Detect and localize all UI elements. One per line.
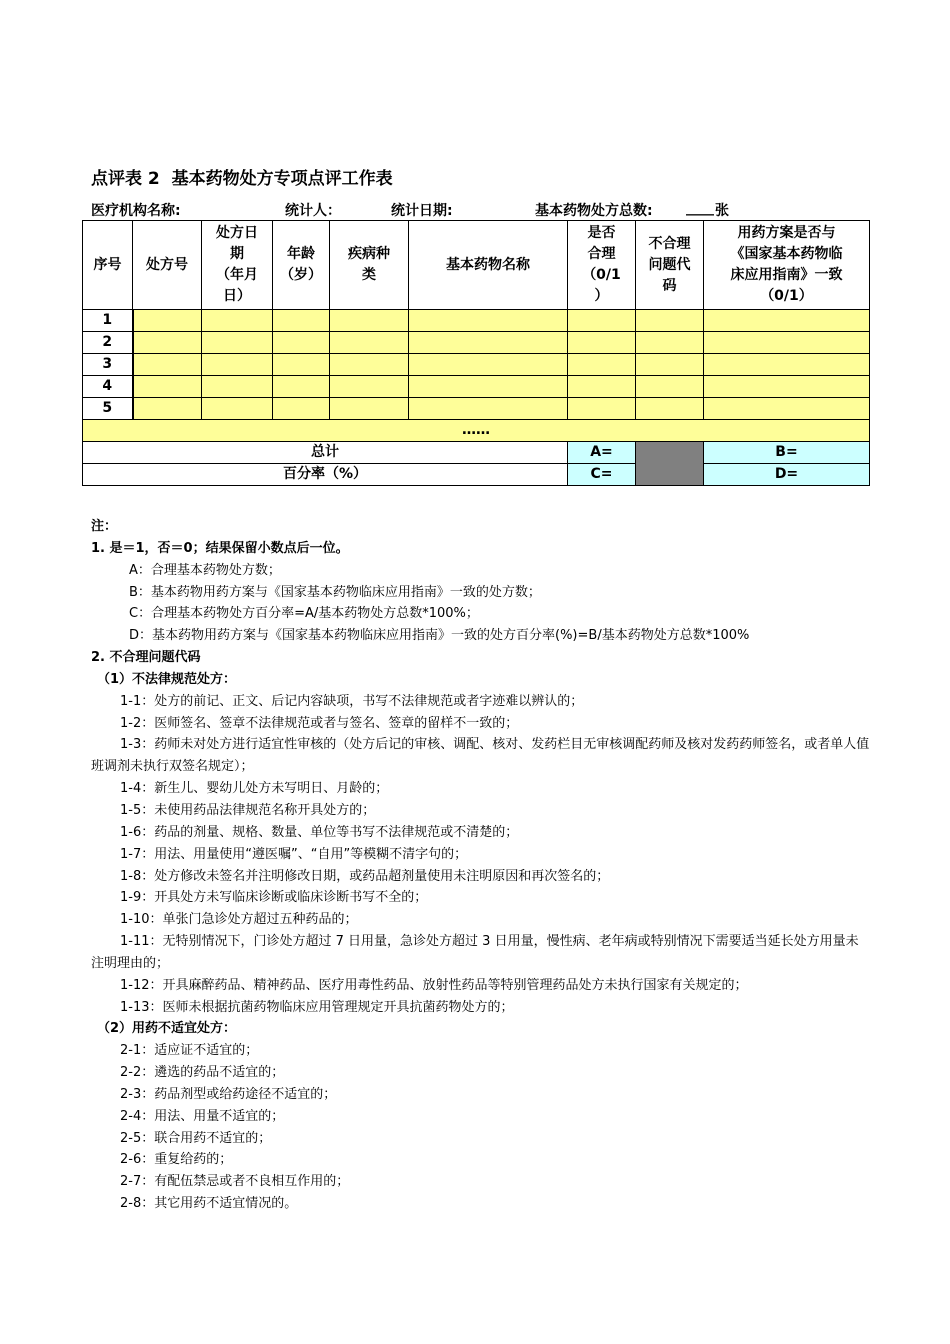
cell-input[interactable] <box>273 398 330 420</box>
cell-input[interactable] <box>273 376 330 398</box>
c-cell[interactable]: C= <box>568 464 636 486</box>
code-item: 1-13：医师未根据抗菌药物临床应用管理规定开具抗菌药物处方的； <box>120 999 514 1015</box>
header-problem-code-line: 码 <box>662 277 677 294</box>
cell-input[interactable] <box>704 310 870 332</box>
total-rx-label: 基本药物处方总数: <box>535 203 653 219</box>
code-item: 2-2：遴选的药品不适宜的； <box>120 1065 285 1081</box>
cell-input[interactable] <box>704 332 870 354</box>
header-consistent-line: 床应用指南》一致 <box>730 267 843 283</box>
cell-input[interactable] <box>409 398 568 420</box>
row-number: 1 <box>83 310 133 332</box>
cell-input[interactable] <box>202 376 273 398</box>
code-item: 1-4：新生儿、婴幼儿处方未写明日、月龄的； <box>120 781 389 797</box>
cell-input[interactable] <box>409 376 568 398</box>
code-item: 2-8：其它用药不适宜情况的。 <box>120 1196 298 1212</box>
header-rx-date-line: 期 <box>230 246 244 262</box>
note-1b: B：基本药物用药方案与《国家基本药物临床应用指南》一致的处方数； <box>129 584 541 600</box>
header-reasonable-line: （0/1 <box>582 267 621 283</box>
header-reasonable-line: 合理 <box>587 246 616 262</box>
header-problem-code <box>636 221 704 310</box>
stat-date-label: 统计日期: <box>391 203 453 219</box>
cell-input[interactable] <box>636 310 704 332</box>
prescription-review-table <box>82 220 870 486</box>
code-item: 1-1：处方的前记、正文、后记内容缺项，书写不法律规范或者字迹难以辨认的； <box>120 693 584 709</box>
code-item: 2-7：有配伍禁忌或者不良相互作用的； <box>120 1174 350 1190</box>
table-row <box>83 310 870 332</box>
header-disease-line: 疾病种 <box>348 246 390 262</box>
table-row <box>83 398 870 420</box>
cell-input[interactable] <box>133 332 202 354</box>
cell-input[interactable] <box>330 398 409 420</box>
table-header-row <box>83 221 870 310</box>
row-number: 3 <box>83 354 133 376</box>
percent-label: 百分率（%） <box>83 464 568 486</box>
code-item: 2-5：联合用药不适宜的； <box>120 1130 272 1146</box>
code-item: 1-9：开具处方未写临床诊断或临床诊断书写不全的； <box>120 890 428 906</box>
institution-label: 医疗机构名称: <box>91 203 181 219</box>
ellipsis-cell: …… <box>83 420 870 442</box>
cell-input[interactable] <box>409 354 568 376</box>
cell-input[interactable] <box>330 332 409 354</box>
cell-input[interactable] <box>636 376 704 398</box>
a-cell[interactable]: A= <box>568 442 636 464</box>
cell-input[interactable] <box>202 398 273 420</box>
gray-cell <box>636 442 704 486</box>
cell-input[interactable] <box>636 354 704 376</box>
cell-input[interactable] <box>133 398 202 420</box>
section-2-heading: （2）用药不适宜处方： <box>97 1021 237 1037</box>
note-1c: C：合理基本药物处方百分率=A/基本药物处方总数*100%； <box>129 606 479 622</box>
header-consistent <box>704 221 870 310</box>
code-item: 2-3：药品剂型或给药途径不适宜的； <box>120 1086 337 1102</box>
code-item: 1-3：药师未对处方进行适宜性审核的（处方后记的审核、调配、核对、发药栏目无审核调配药师及核对发药药师签名，或者单人值班调剂未执行双签名规定）； <box>91 737 870 775</box>
cell-input[interactable] <box>636 398 704 420</box>
row-number: 2 <box>83 332 133 354</box>
code-item: 2-4：用法、用量不适宜的； <box>120 1108 285 1124</box>
cell-input[interactable] <box>133 354 202 376</box>
header-rx-date-line: （年月 <box>216 267 258 283</box>
header-reasonable-line: ） <box>594 288 609 304</box>
code-item: 2-1：适应证不适宜的； <box>120 1043 259 1059</box>
cell-input[interactable] <box>330 310 409 332</box>
section-1-heading: （1）不法律规范处方： <box>97 671 237 687</box>
note-1a: A：合理基本药物处方数； <box>129 562 281 578</box>
note-1d: D：基本药物用药方案与《国家基本药物临床应用指南》一致的处方百分率(%)=B/基本药物处方总数*100% <box>129 628 750 644</box>
header-age <box>273 221 330 310</box>
code-item: 1-2：医师签名、签章不法律规范或者与签名、签章的留样不一致的； <box>120 715 519 731</box>
cell-input[interactable] <box>133 376 202 398</box>
code-item: 1-12：开具麻醉药品、精神药品、医疗用毒性药品、放射性药品等特别管理药品处方未执行国家有关规定的； <box>120 977 748 993</box>
code-item: 2-6：重复给药的； <box>120 1152 233 1168</box>
header-consistent-line: 《国家基本药物临 <box>730 246 843 262</box>
code-item: 1-6：药品的剂量、规格、数量、单位等书写不法律规范或不清楚的； <box>120 824 519 840</box>
header-rx-no: 处方号 <box>133 221 202 310</box>
notes-heading: 注： <box>91 519 118 534</box>
table-row <box>83 332 870 354</box>
stat-person-label: 统计人： <box>285 203 341 219</box>
header-problem-code-line: 问题代 <box>648 256 691 273</box>
cell-input[interactable] <box>704 354 870 376</box>
page-title: 点评表 2 基本药物处方专项点评工作表 <box>91 169 393 189</box>
total-row <box>83 442 870 464</box>
row-number: 4 <box>83 376 133 398</box>
total-label: 总计 <box>83 442 568 464</box>
header-rx-date <box>202 221 273 310</box>
header-reasonable <box>568 221 636 310</box>
header-reasonable-line: 是否 <box>587 225 616 241</box>
note-2: 2. 不合理问题代码 <box>91 650 201 666</box>
code-item: 1-10：单张门急诊处方超过五种药品的； <box>120 912 358 928</box>
cell-input[interactable] <box>568 332 636 354</box>
row-number: 5 <box>83 398 133 420</box>
cell-input[interactable] <box>636 332 704 354</box>
code-item: 1-11：无特别情况下，门诊处方超过 7 日用量，急诊处方超过 3 日用量，慢性病、老年病或特别情况下需要适当延长处方用量未注明理由的； <box>91 934 859 971</box>
header-problem-code-line: 不合理 <box>648 235 691 252</box>
header-disease-line: 类 <box>362 267 376 283</box>
note-1: 1. 是＝1，否＝0；结果保留小数点后一位。 <box>91 540 349 556</box>
cell-input[interactable] <box>568 376 636 398</box>
percent-row <box>83 464 870 486</box>
header-rx-date-line: 处方日 <box>216 225 258 241</box>
header-consistent-line: （0/1） <box>760 288 813 304</box>
cell-input[interactable] <box>273 332 330 354</box>
table-row <box>83 376 870 398</box>
d-cell[interactable]: D= <box>704 464 870 486</box>
header-age-line: （岁） <box>280 267 322 283</box>
total-rx-blank: ____ <box>686 200 714 216</box>
cell-input[interactable] <box>409 310 568 332</box>
cell-input[interactable] <box>568 398 636 420</box>
header-drug-name: 基本药物名称 <box>409 221 568 310</box>
cell-input[interactable] <box>202 332 273 354</box>
cell-input[interactable] <box>409 332 568 354</box>
header-seq: 序号 <box>83 221 133 310</box>
notes-section <box>91 516 871 1215</box>
cell-input[interactable] <box>330 376 409 398</box>
ellipsis-row <box>83 420 870 442</box>
total-rx-unit: 张 <box>715 203 729 219</box>
cell-input[interactable] <box>704 398 870 420</box>
cell-input[interactable] <box>273 354 330 376</box>
cell-input[interactable] <box>704 376 870 398</box>
header-consistent-line: 用药方案是否与 <box>737 225 836 241</box>
cell-input[interactable] <box>568 310 636 332</box>
cell-input[interactable] <box>202 354 273 376</box>
table-row <box>83 354 870 376</box>
header-age-line: 年龄 <box>287 246 315 262</box>
code-item: 1-7：用法、用量使用“遵医嘱”、“自用”等模糊不清字句的； <box>120 846 468 862</box>
header-rx-date-line: 日） <box>223 288 251 304</box>
cell-input[interactable] <box>202 310 273 332</box>
b-cell[interactable]: B= <box>704 442 870 464</box>
cell-input[interactable] <box>133 310 202 332</box>
code-item: 1-5：未使用药品法律规范名称开具处方的； <box>120 802 376 818</box>
cell-input[interactable] <box>273 310 330 332</box>
code-item: 1-8：处方修改未签名并注明修改日期，或药品超剂量使用未注明原因和再次签名的； <box>120 868 610 884</box>
header-disease <box>330 221 409 310</box>
cell-input[interactable] <box>568 354 636 376</box>
cell-input[interactable] <box>330 354 409 376</box>
